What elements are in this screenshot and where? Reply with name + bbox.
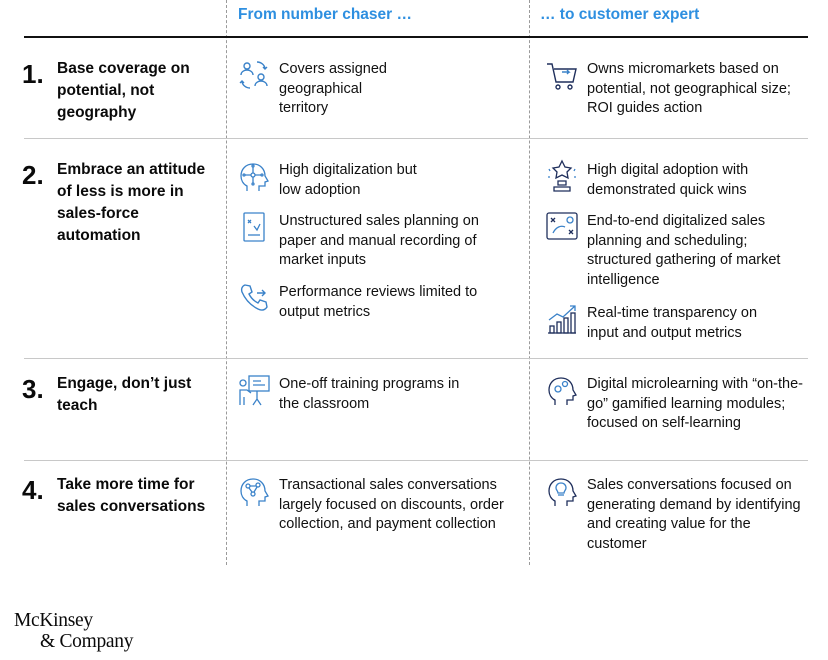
from-item [237,60,517,119]
from-item [237,375,517,414]
from-column-header: From number chaser … [238,6,412,23]
row-number: 1. [22,59,44,89]
row-divider [24,138,808,139]
from-item-text: High digitalization but low adoption [279,162,417,198]
to-item-text: Digital microlearning with “on-the-go” gamified learning modules; focused on self-learning [587,376,803,431]
from-item [237,476,517,535]
logo-line-2: & Company [40,631,134,652]
to-item [545,476,813,554]
to-item [545,212,813,290]
to-item [545,304,813,343]
trophy-icon [545,159,579,193]
people-cycle-icon [237,58,271,92]
from-item-text: Covers assigned geographical territory [279,61,387,116]
row-title: Take more time for sales conversations [57,476,206,515]
paper-plan-icon [237,210,271,244]
head-gears-icon [545,373,579,407]
head-network-icon [237,474,271,508]
mckinsey-logo [14,610,133,652]
logo-line-1: McKinsey [14,610,93,631]
header-rule [24,36,808,38]
to-item-text: End-to-end digitalized sales planning and scheduling; structured gathering of market intelligence [587,213,781,288]
shopping-cart-icon [545,58,579,92]
row-divider [24,358,808,359]
from-item-text: One-off training programs in the classroom [279,376,460,412]
row-title: Base coverage on potential, not geography [57,60,190,121]
column-divider [529,0,530,565]
to-item [545,60,813,119]
phone-review-icon [237,281,271,315]
row-number: 4. [22,475,44,505]
row-title: Embrace an attitude of less is more in sales-force automation [57,161,206,244]
column-divider [226,0,227,565]
from-item [237,283,517,322]
from-item [237,212,517,271]
from-item-text: Unstructured sales planning on paper and manual recording of market inputs [279,213,479,268]
to-item-text: Real-time transparency on input and output metrics [587,305,758,341]
row-divider [24,460,808,461]
digital-head-icon [237,159,271,193]
row-number: 3. [22,374,44,404]
to-item [545,161,813,200]
to-item-text: Sales conversations focused on generating demand by identifying and creating value for the customer [587,477,801,552]
head-lightbulb-icon [545,474,579,508]
from-item-text: Transactional sales conversations largely focused on discounts, order collection, and payment collection [279,477,504,532]
growth-chart-icon [545,302,579,336]
to-item [545,375,813,434]
classroom-icon [237,373,271,407]
to-column-header: … to customer expert [540,6,700,23]
to-item-text: Owns micromarkets based on potential, not geographical size; ROI guides action [587,61,791,116]
row-title: Engage, don’t just teach [57,375,192,414]
from-item [237,161,517,200]
strategy-board-icon [545,210,579,244]
row-number: 2. [22,160,44,190]
from-item-text: Performance reviews limited to output metrics [279,284,478,320]
to-item-text: High digital adoption with demonstrated quick wins [587,162,749,198]
